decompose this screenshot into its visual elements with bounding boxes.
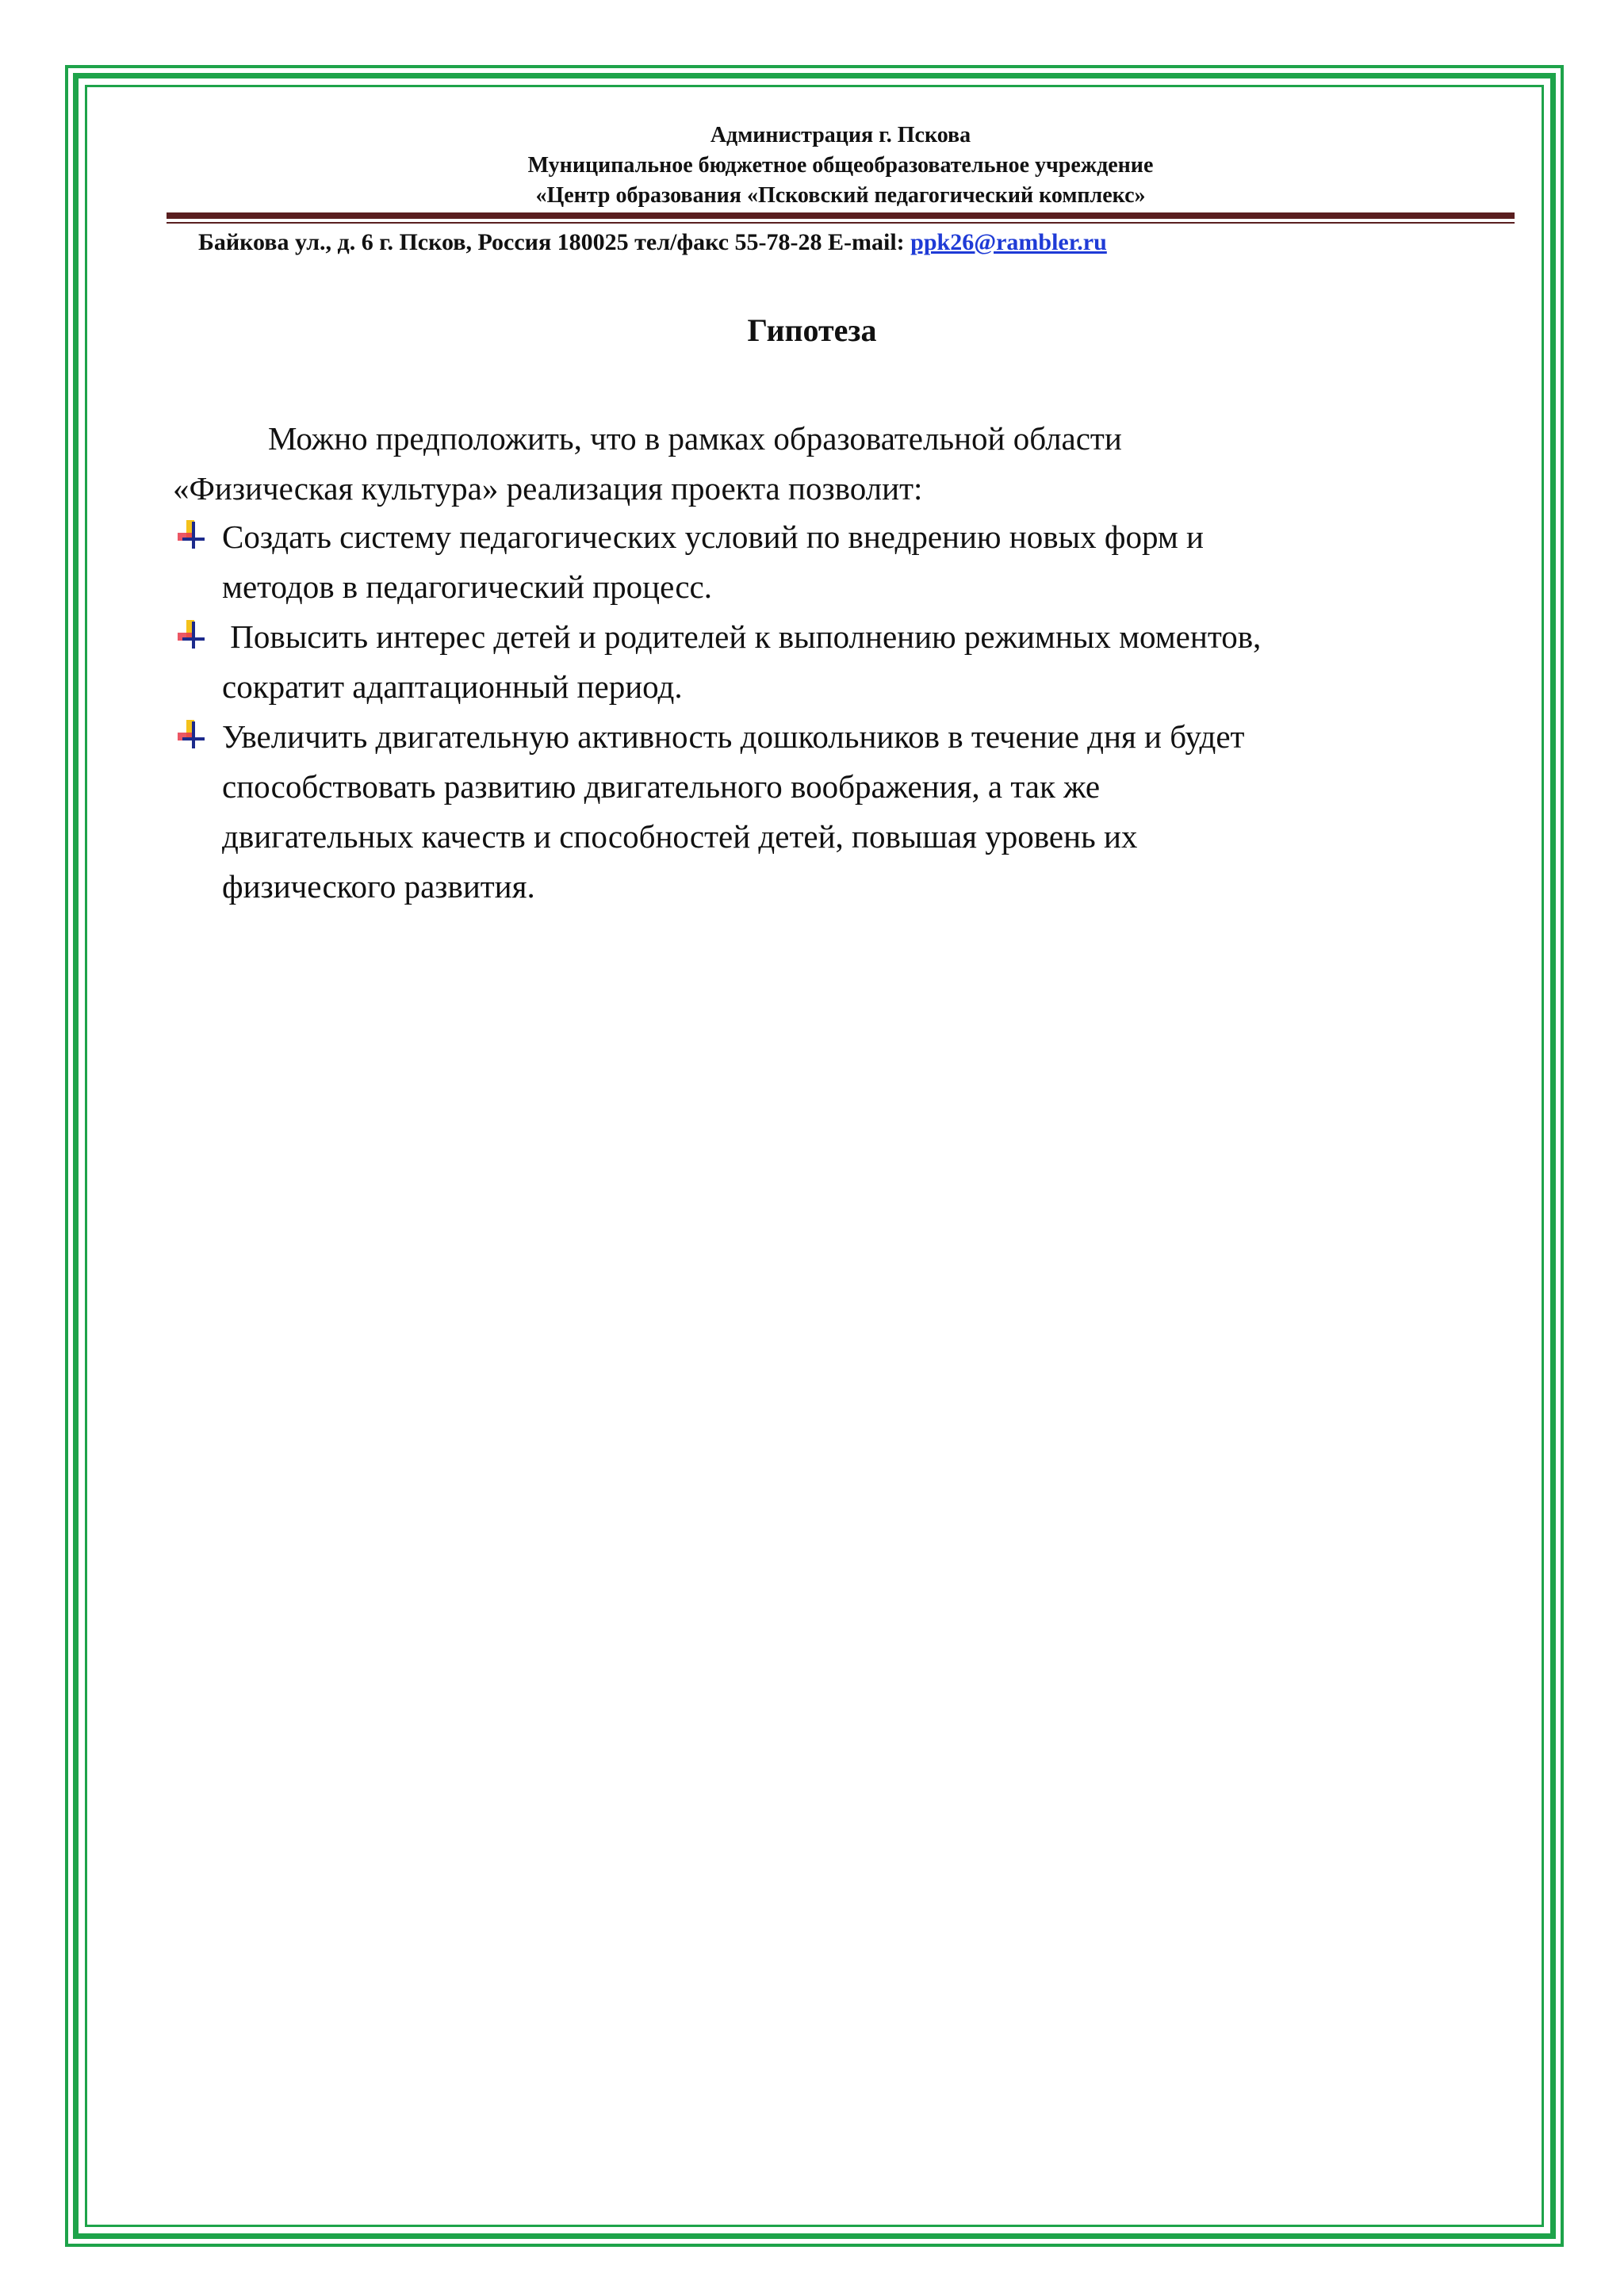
letterhead-center-name: «Центр образования «Псковский педагогический комплекс» [535,183,1146,208]
letterhead-administration: Администрация г. Пскова [710,123,971,147]
address-text: Байкова ул., д. 6 г. Псков, Россия 180025 тел/факс 55-78-28 E-mail: [198,229,905,255]
checkbox-marker-icon [176,519,211,553]
list-item-line: методов в педагогический процесс. [222,568,712,605]
page-border-inner [85,85,1544,2227]
list-item-line: двигательных качеств и способностей детей, повышая уровень их [222,818,1138,855]
letterhead [167,121,1515,211]
letterhead-rule-thin [167,222,1515,224]
email-link[interactable]: ppk26@rambler.ru [910,229,1107,255]
list-item [173,512,1521,612]
checkbox-marker-icon [176,718,211,753]
letterhead-address [198,227,1107,258]
intro-paragraph [173,414,1473,514]
list-item [173,612,1521,712]
document-title: Гипотеза [747,312,877,348]
list-item-line: сократит адаптационный период. [222,668,683,705]
hypothesis-list [173,512,1521,912]
list-item-line: Повысить интерес детей и родителей к выполнению режимных моментов, [222,618,1262,655]
intro-line: Можно предположить, что в рамках образовательной области [268,420,1122,457]
list-item-line: способствовать развитию двигательного воображения, а так же [222,768,1101,805]
list-item-line: Создать систему педагогических условий по внедрению новых форм и [222,519,1204,555]
letterhead-institution: Муниципальное бюджетное общеобразовательное учреждение [527,153,1154,178]
list-item-line: Увеличить двигательную активность дошкольников в течение дня и будет [222,718,1245,755]
list-item [173,712,1521,912]
letterhead-rule-thick [167,212,1515,219]
intro-line: «Физическая культура» реализация проекта позволит: [173,470,923,507]
checkbox-marker-icon [176,618,211,653]
list-item-line: физического развития. [222,868,535,905]
